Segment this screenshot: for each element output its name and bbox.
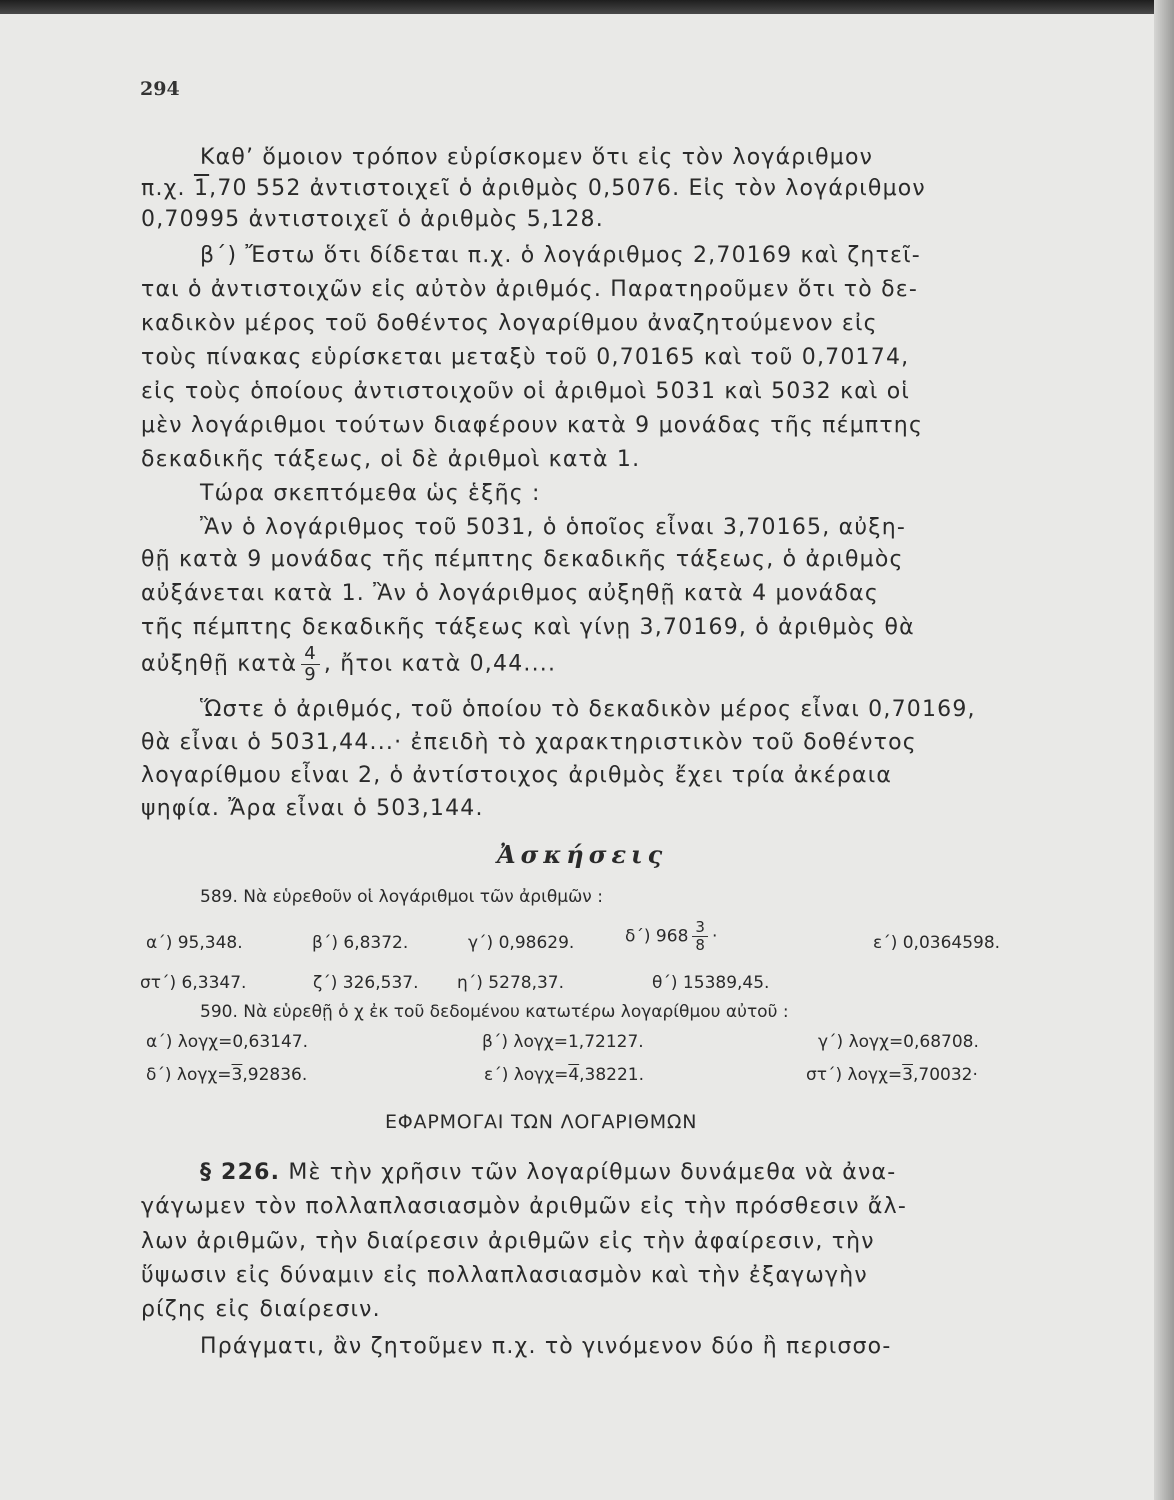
scan-top-border <box>0 0 1174 14</box>
text-fragment: στ΄) λογχ= <box>806 1065 903 1085</box>
text-line <box>141 645 556 684</box>
text-fragment: ε΄) λογχ= <box>484 1065 569 1085</box>
text-line: Πράγματι, ἂν ζητοῦμεν π.χ. τὸ γινόμενον δύο ἢ περισσο- <box>200 1334 892 1359</box>
fraction-denominator: 8 <box>695 936 705 954</box>
exercise-item: γ΄) λογχ=0,68708. <box>818 1032 979 1052</box>
text-line: ρίζης εἰς διαίρεσιν. <box>141 1297 381 1322</box>
text-line <box>200 1160 896 1185</box>
exercise-589-title: 589. Νὰ εὑρεθοῦν οἱ λογάριθμοι τῶν ἀριθμῶν : <box>200 887 603 907</box>
section-title: ΕΦΑΡΜΟΓΑΙ ΤΩΝ ΛΟΓΑΡΙΘΜΩΝ <box>385 1111 698 1133</box>
text-line: γάγωμεν τὸν πολλαπλασιασμὸν ἀριθμῶν εἰς τὴν πρόσθεσιν ἄλ- <box>141 1194 907 1219</box>
exercise-item: ζ΄) 326,537. <box>313 973 419 993</box>
text-line: λων ἀριθμῶν, τὴν διαίρεσιν ἀριθμῶν εἰς τὴν ἀφαίρεσιν, τὴν <box>141 1229 875 1254</box>
fraction <box>301 645 320 684</box>
text-fragment: , ἤτοι κατὰ 0,44.... <box>323 651 557 677</box>
scan-right-edge <box>1154 0 1174 1500</box>
text-fragment: δ΄) 968 <box>625 926 689 947</box>
text-line: αὐξάνεται κατὰ 1. Ἂν ὁ λογάριθμος αὐξηθῇ κατὰ 4 μονάδας <box>141 581 879 606</box>
text-line: β΄) Ἔστω ὅτι δίδεται π.χ. ὁ λογάριθμος 2,70169 καὶ ζητεῖ- <box>200 243 921 268</box>
text-line: Καθ’ ὅμοιον τρόπον εὑρίσκομεν ὅτι εἰς τὸν λογάριθμον <box>200 145 874 170</box>
exercise-item: β΄) 6,8372. <box>312 933 409 953</box>
exercise-item: θ΄) 15389,45. <box>652 973 770 993</box>
fraction <box>692 920 708 953</box>
text-line: Ἂν ὁ λογάριθμος τοῦ 5031, ὁ ὁποῖος εἶναι 3,70165, αὐξη- <box>200 515 907 540</box>
text-fragment: · <box>711 926 718 947</box>
text-line: θῇ κατὰ 9 μονάδας τῆς πέμπτης δεκαδικῆς τάξεως, ὁ ἀριθμὸς <box>141 547 904 572</box>
text-fragment: ,70032· <box>912 1065 978 1085</box>
text-line: ψηφία. Ἄρα εἶναι ὁ 503,144. <box>141 796 484 821</box>
page-number: 294 <box>140 78 180 100</box>
bar-characteristic: 4 <box>568 1065 580 1085</box>
exercise-590-title: 590. Νὰ εὑρεθῇ ὁ χ ἐκ τοῦ δεδομένου κατωτέρω λογαρίθμου αὐτοῦ : <box>200 1002 789 1022</box>
exercises-heading: Ἀσκήσεις <box>497 840 668 869</box>
text-fragment: π.χ. <box>141 176 194 201</box>
text-line: τῆς πέμπτης δεκαδικῆς τάξεως καὶ γίνῃ 3,70169, ὁ ἀριθμὸς θὰ <box>141 615 915 640</box>
text-line: 0,70995 ἀντιστοιχεῖ ὁ ἀριθμὸς 5,128. <box>141 207 604 232</box>
exercise-item: α΄) 95,348. <box>146 933 243 953</box>
fraction-numerator: 3 <box>692 920 708 937</box>
section-number: § 226. <box>200 1160 281 1185</box>
exercise-item <box>806 1065 978 1085</box>
bar-characteristic: 3 <box>902 1065 913 1085</box>
text-line: ται ὁ ἀντιστοιχῶν εἰς αὐτὸν ἀριθμός. Παρατηροῦμεν ὅτι τὸ δε- <box>141 277 918 302</box>
fraction-numerator: 4 <box>301 645 320 665</box>
text-line: τοὺς πίνακας εὑρίσκεται μεταξὺ τοῦ 0,70165 καὶ τοῦ 0,70174, <box>141 345 910 370</box>
exercise-item: α΄) λογχ=0,63147. <box>146 1032 309 1052</box>
fraction-denominator: 9 <box>304 664 317 685</box>
text-line: λογαρίθμου εἶναι 2, ὁ ἀντίστοιχος ἀριθμὸς ἔχει τρία ἀκέραια <box>141 763 893 788</box>
bar-characteristic: 3 <box>231 1065 243 1085</box>
text-fragment: ,70 552 ἀντιστοιχεῖ ὁ ἀριθμὸς 0,5076. Εἰς τὸν λογάριθμον <box>209 176 926 201</box>
exercise-item: ε΄) 0,0364598. <box>873 933 1001 953</box>
exercise-item: β΄) λογχ=1,72127. <box>482 1032 644 1052</box>
exercise-item <box>146 1065 307 1085</box>
text-fragment: δ΄) λογχ= <box>146 1065 232 1085</box>
exercise-item <box>484 1065 644 1085</box>
text-line: καδικὸν μέρος τοῦ δοθέντος λογαρίθμου ἀναζητούμενον εἰς <box>141 311 878 336</box>
text-line: θὰ εἶναι ὁ 5031,44...· ἐπειδὴ τὸ χαρακτηριστικὸν τοῦ δοθέντος <box>141 730 917 755</box>
bar-characteristic: 1 <box>193 176 210 201</box>
text-fragment: ,38221. <box>579 1065 645 1085</box>
text-line: Τώρα σκεπτόμεθα ὡς ἑξῆς : <box>200 481 541 506</box>
text-line: δεκαδικῆς τάξεως, οἱ δὲ ἀριθμοὶ κατὰ 1. <box>141 447 641 472</box>
text-fragment: αὐξηθῇ κατὰ <box>141 651 298 677</box>
text-line: ὕψωσιν εἰς δύναμιν εἰς πολλαπλασιασμὸν καὶ τὴν ἐξαγωγὴν <box>141 1263 868 1288</box>
exercise-item: στ΄) 6,3347. <box>140 973 247 993</box>
exercise-item <box>625 920 717 953</box>
text-fragment: Μὲ τὴν χρῆσιν τῶν λογαρίθμων δυνάμεθα νὰ ἀνα- <box>288 1160 897 1185</box>
text-fragment: ,92836. <box>242 1065 308 1085</box>
exercise-item: η΄) 5278,37. <box>457 973 565 993</box>
text-line: μὲν λογάριθμοι τούτων διαφέρουν κατὰ 9 μονάδας τῆς πέμπτης <box>141 413 924 438</box>
text-line: Ὥστε ὁ ἀριθμός, τοῦ ὁποίου τὸ δεκαδικὸν μέρος εἶναι 0,70169, <box>200 697 976 722</box>
exercise-item: γ΄) 0,98629. <box>468 933 575 953</box>
text-line: εἰς τοὺς ὁποίους ἀντιστοιχοῦν οἱ ἀριθμοὶ 5031 καὶ 5032 καὶ οἱ <box>141 379 911 404</box>
text-line <box>141 176 926 201</box>
